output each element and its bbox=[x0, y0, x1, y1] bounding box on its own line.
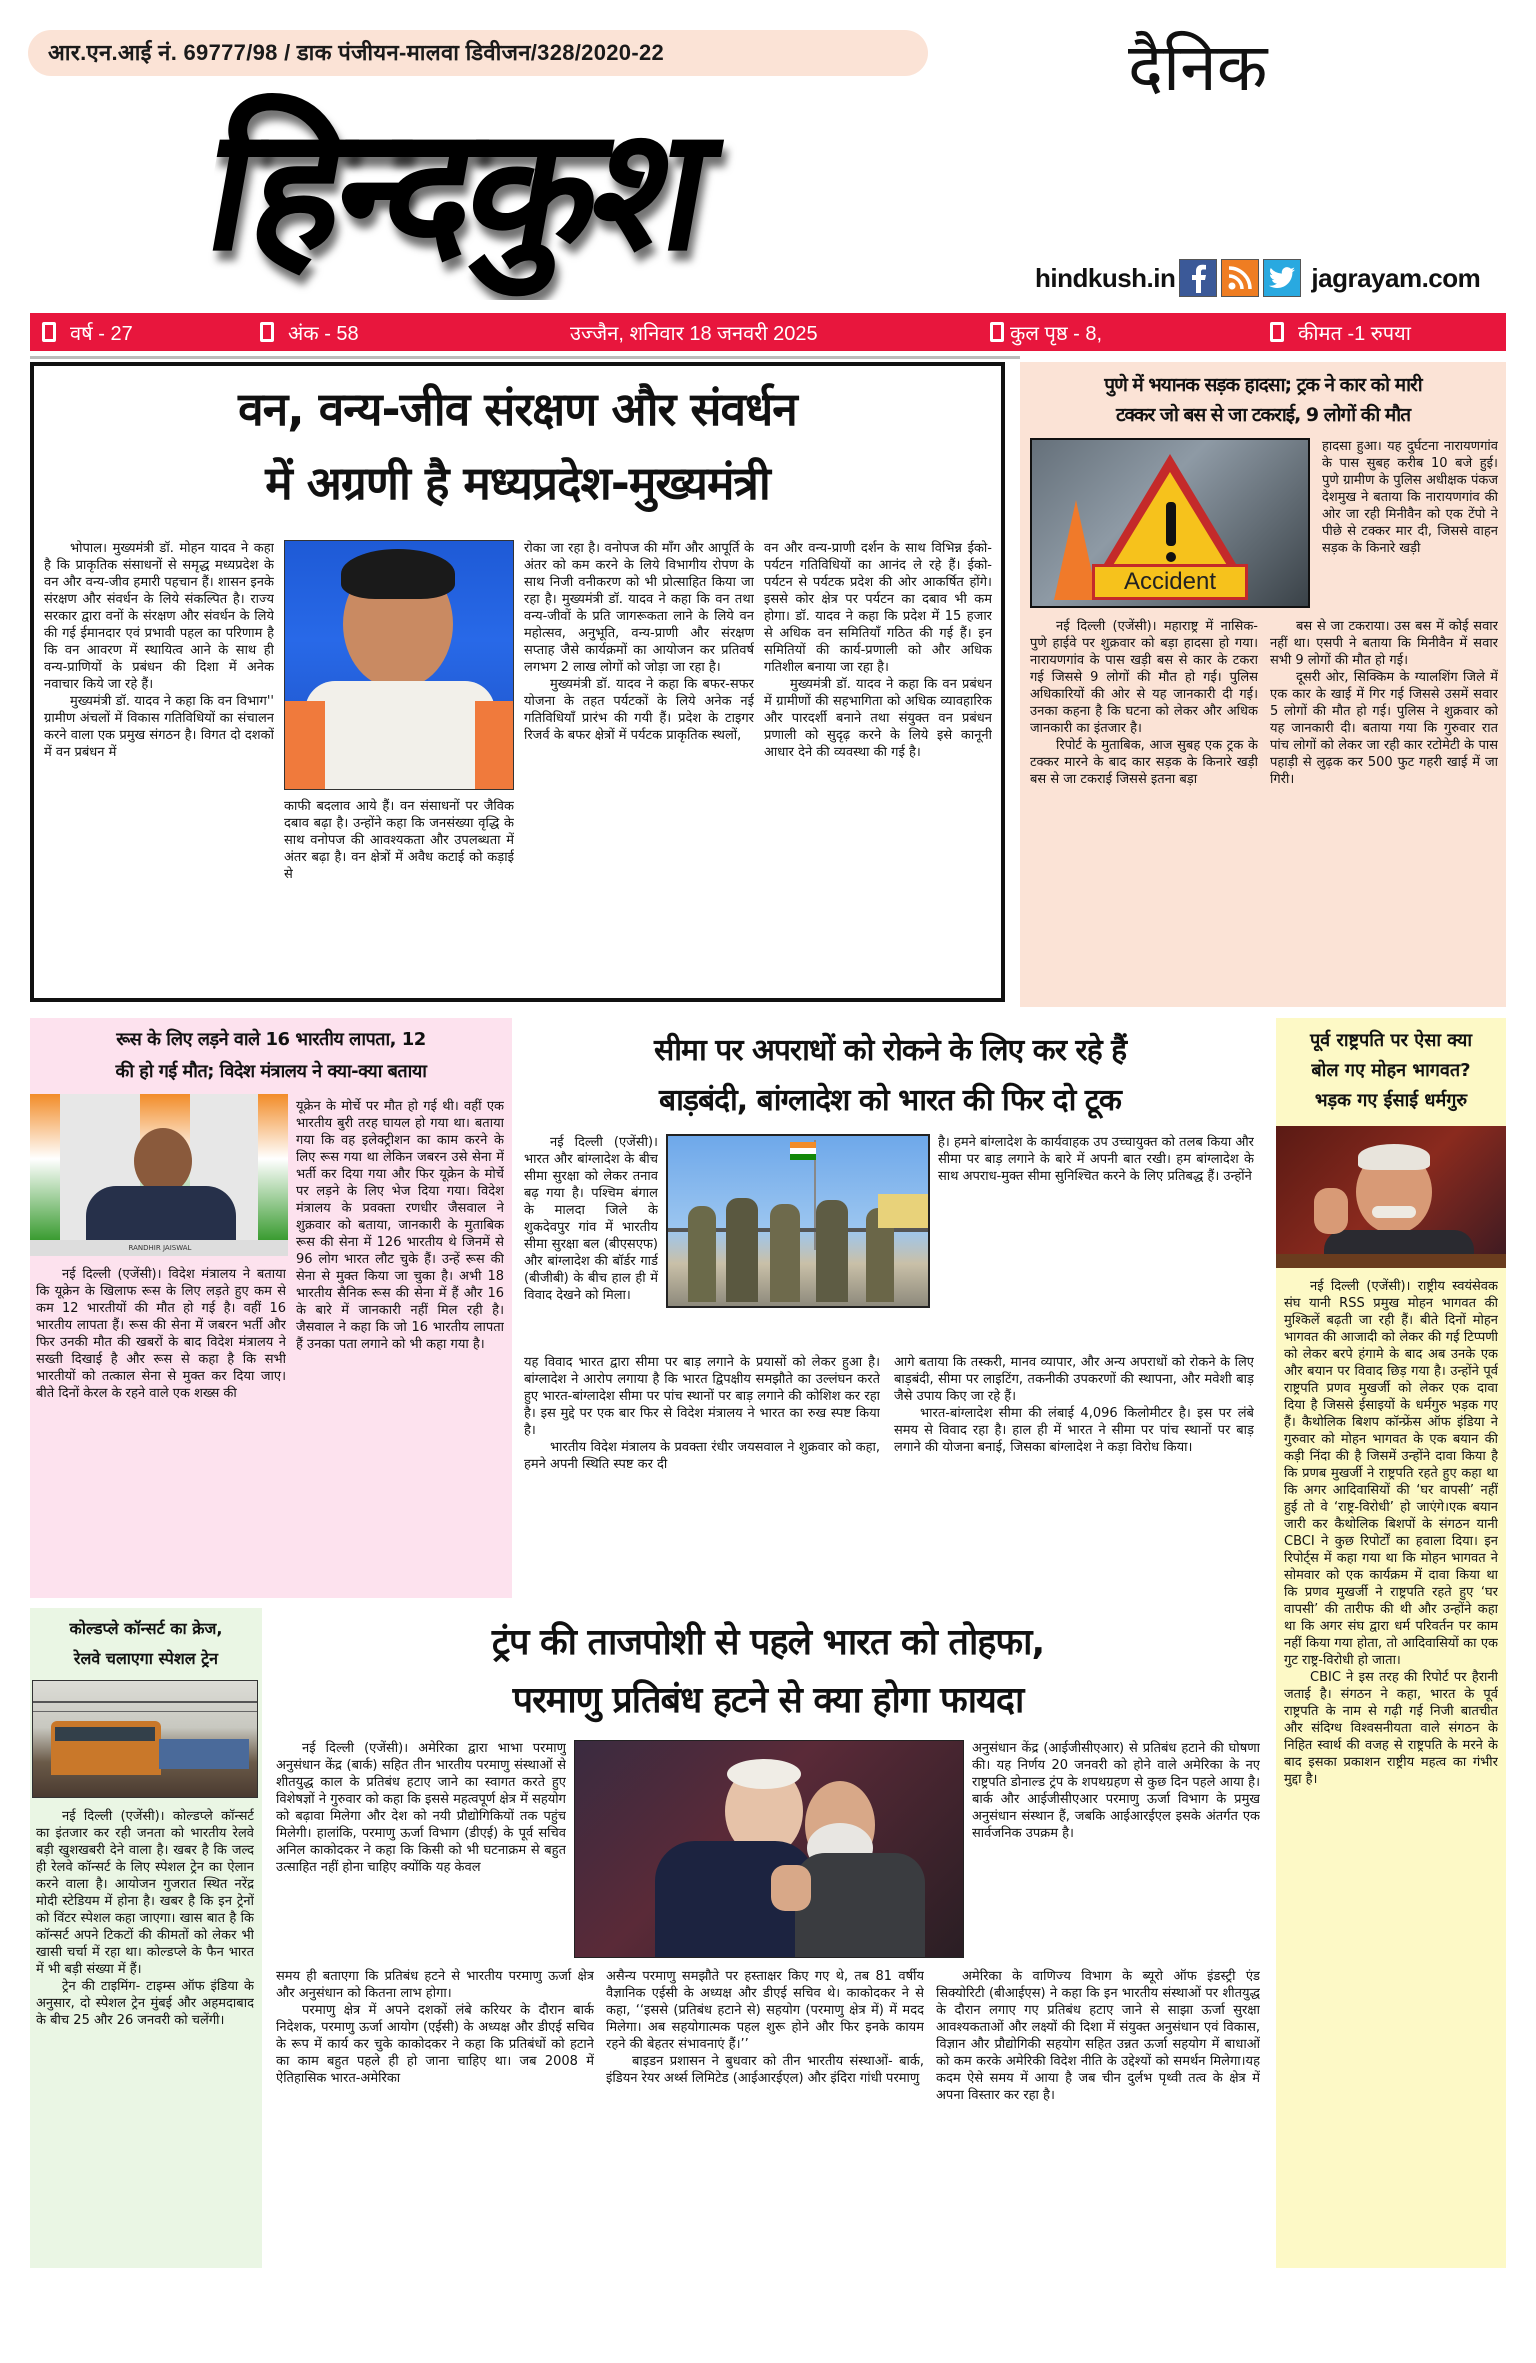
paragraph: CBIC ने इस तरह की रिपोर्ट पर हैरानी जताई है। संगठन ने कहा, भारत के पूर्व राष्ट्रपति के नाम से गढ़ी गई निजी बातचीत और संदिग्ध विश्वसनीयता वाले संगठन के निहित स्वार्थ की वजह से राष्ट्रपति के मरने के बाद इसका प्रकाशन राष्ट्रीय महत्व का गंभीर मुद्दा है। bbox=[1284, 1670, 1498, 1787]
headline-line: कोल्डप्ले कॉन्सर्ट का क्रेज, bbox=[69, 1619, 223, 1638]
issue-info-bar bbox=[30, 313, 1506, 351]
masthead-prefix: दैनिक bbox=[1128, 29, 1268, 106]
russia-column-right bbox=[296, 1098, 504, 1590]
web-links bbox=[1035, 258, 1480, 298]
border-column-right-top bbox=[938, 1134, 1254, 1344]
paragraph: नई दिल्ली (एजेंसी)। महाराष्ट्र में नासिक-पुणे हाईवे पर शुक्रवार को बड़ा हादसा हो गया। नारायणगांव के पास खड़ी बस से कार के टकरा गई जिससे 9 लोगों की मौत हो गई। पुलिस अधिकारियों की ओर से यह जानकारी दी गई। उनका कहना है कि घटना को लेकर और अधिक जानकारी का इंतजार है। bbox=[1030, 619, 1258, 736]
headline-line: सीमा पर अपराधों को रोकने के लिए कर रहे हैं bbox=[653, 1033, 1126, 1068]
trump-column-1-bottom bbox=[276, 1968, 594, 2260]
paragraph: है। हमने बांग्लादेश के कार्यवाहक उप उच्चायुक्त को तलब किया और सीमा पर बाड़ लगाने के बारे में अपनी बात रखी। हम बांग्लादेश के साथ अपराध-मुक्त सीमा सुनिश्चित करने के लिए प्रतिबद्ध हैं। उन्होंने bbox=[938, 1135, 1254, 1184]
twitter-icon[interactable] bbox=[1263, 259, 1301, 297]
paragraph: परमाणु क्षेत्र में अपने दशकों लंबे करियर के दौरान बार्क निदेशक, परमाणु ऊर्जा आयोग (एईसी) के अध्यक्ष और डीएई सचिव के रूप में कार्य कर चुके काकोदकर ने कहा कि प्रतिबंधों को हटाने का काम बहुत पहले ही हो जाना चाहिए था। जब 2008 में ऐतिहासिक भारत-अमेरिका bbox=[276, 2003, 594, 2086]
lead-column-1 bbox=[44, 540, 274, 992]
paragraph: बस से जा टकराया। उस बस में कोई सवार नहीं था। एसपी ने बताया कि मिनीवैन में सवार सभी 9 लोगों की मौत हो गई। bbox=[1270, 619, 1498, 668]
checkbox-icon bbox=[260, 322, 274, 342]
headline-line: में अग्रणी है मध्यप्रदेश-मुख्यमंत्री bbox=[265, 456, 770, 510]
bhagwat-story bbox=[1276, 1018, 1506, 2268]
coldplay-headline bbox=[30, 1614, 262, 1674]
rss-icon[interactable] bbox=[1221, 259, 1259, 297]
trump-column-3-top bbox=[972, 1740, 1260, 1958]
paragraph: अनुसंधान केंद्र (आईजीसीएआर) से प्रतिबंध हटाने की घोषणा की। यह निर्णय 20 जनवरी को होने वाले अमेरिका के नए राष्ट्रपति डोनाल्ड ट्रंप के शपथग्रहण से कुछ दिन पहले आया है। बार्क और आईजीसीएआर परमाणु ऊर्जा विभाग के प्रमुख अनुसंधान संस्थान हैं, जबकि आईआरईएल इसके अंतर्गत एक सार्वजनिक उपक्रम है। bbox=[972, 1741, 1260, 1841]
paragraph: मुख्यमंत्री डॉ. यादव ने कहा कि वन विभाग'' ग्रामीण अंचलों में विकास गतिविधियों का संचालन करने वाला एक प्रमुख संगठन है। विगत दो दशकों में वन प्रबंधन में bbox=[44, 694, 274, 760]
headline-line: बाड़बंदी, बांग्लादेश को भारत की फिर दो टूक bbox=[659, 1083, 1121, 1118]
dateline: उज्जैन, शनिवार 18 जनवरी 2025 bbox=[570, 322, 818, 345]
headline-line: भड़क गए ईसाई धर्मगुरु bbox=[1314, 1090, 1468, 1111]
pune-column-right bbox=[1270, 618, 1498, 998]
lead-column-4 bbox=[764, 540, 992, 992]
paragraph: रिपोर्ट के मुताबिक, आज सुबह एक ट्रक के टक्कर मारने के बाद कार सड़क के किनारे खड़ी बस से जा टकराई जिससे इतना बड़ा bbox=[1030, 738, 1258, 787]
headline-line: रेलवे चलाएगा स्पेशल ट्रेन bbox=[73, 1649, 219, 1668]
chief-minister-photo bbox=[284, 540, 514, 790]
border-column-right-bottom bbox=[894, 1354, 1254, 1590]
russia-missing-story bbox=[30, 1018, 512, 1598]
lead-column-3 bbox=[524, 540, 754, 992]
trump-headline bbox=[268, 1614, 1268, 1730]
coldplay-column bbox=[36, 1808, 254, 2260]
accident-sign-text: Accident bbox=[1092, 564, 1248, 600]
year-label: वर्ष - 27 bbox=[70, 322, 133, 345]
bhagwat-headline bbox=[1276, 1026, 1506, 1116]
paragraph: नई दिल्ली (एजेंसी)। राष्ट्रीय स्वयंसेवक संघ यानी RSS प्रमुख मोहन भागवत की मुश्किलें बढ़ती जा रही हैं। बीते दिनों मोहन भागवत की आजादी को लेकर की गई टिप्पणी को लेकर बरपे हंगामे के बाद अब उनके एक और बयान पर विवाद छिड़ गया है। उन्होंने पूर्व राष्ट्रपति प्रणव मुखर्जी को लेकर एक दावा दिया है जिससे ईसाइयों के धर्मगुरु भड़क गए हैं। कैथोलिक बिशप कॉन्फ्रेंस ऑफ इंडिया ने गुरुवार को मोहन भागवत के एक बयान की कड़ी निंदा की है जिसमें उन्होंने दावा किया है कि प्रणब मुखर्जी ने राष्ट्रपति रहते हुए कहा था कि अगर आदिवासियों की ‘घर वापसी’ नहीं हुई तो वे ‘राष्ट्र-विरोधी’ हो जाएंगे।एक बयान जारी कर कैथोलिक बिशपों के संगठन यानी CBCI ने कुछ रिपोर्टों का हवाला दिया। इन रिपोर्ट्स में कहा गया था कि मोहन भागवत ने सोमवार को एक कार्यक्रम में दावा किया था कि प्रणव मुखर्जी ने राष्ट्रपति रहते हुए ‘घर वापसी’ की तारीफ की थी और उन्होंने कहा था कि अगर संघ द्वारा धर्म परिवर्तन पर काम नहीं किया गया होता, तो आदिवासियों का एक गुट राष्ट्र-विरोधी हो जाता। bbox=[1284, 1279, 1498, 1668]
paragraph: असैन्य परमाणु समझौते पर हस्ताक्षर किए गए थे, तब 81 वर्षीय वैज्ञानिक एईसी के अध्यक्ष और डीएई सचिव थे। काकोदकर ने से कहा, ‘‘इससे (प्रतिबंध हटाने से) सहयोग (परमाणु क्षेत्र में) में मदद मिलेगा। अब सहयोगात्मक पहल शुरू होने और फिर इनके कायम रहने की बेहतर संभावनाएं हैं।’’ bbox=[606, 1969, 924, 2052]
checkbox-icon bbox=[990, 322, 1004, 342]
registration-banner: आर.एन.आई नं. 69777/98 / डाक पंजीयन-मालवा डिवीजन/328/2020-22 bbox=[28, 30, 928, 76]
issue-label: अंक - 58 bbox=[288, 322, 359, 345]
divider bbox=[30, 356, 1020, 359]
paragraph: बाइडन प्रशासन ने बुधवार को तीन भारतीय संस्थाओं- बार्क, इंडियन रेयर अर्थ्स लिमिटेड (आईआरईएल) और इंदिरा गांधी परमाणु bbox=[606, 2054, 924, 2086]
headline-line: बोल गए मोहन भागवत? bbox=[1311, 1060, 1471, 1081]
page-count: कुल पृष्ठ - 8, bbox=[1010, 322, 1103, 345]
paragraph: वन और वन्य-प्राणी दर्शन के साथ विभिन्न ईको-पर्यटन गतिविधियों का आनंद ले रहे हैं। ईको-पर्यटन से पर्यटक प्रदेश की ओर आकर्षित होंगे। इससे कोर क्षेत्र पर पर्यटन का दबाव भी कम होगा। डॉ. यादव ने कहा कि प्रदेश में 15 हजार से अधिक वन समितियाँ गठित की गई हैं। इन समितियों की कार्य-प्रणाली को और अधिक गतिशील बनाया जा रहा है। bbox=[764, 541, 992, 675]
russia-column-left bbox=[36, 1266, 286, 1590]
paragraph: भोपाल। मुख्यमंत्री डॉ. मोहन यादव ने कहा है कि प्राकृतिक संसाधनों से समृद्ध मध्यप्रदेश के वन और वन्य-जीव हमारी पहचान हैं। शासन इनके संरक्षण और संवर्धन के लिये संकल्पित है। राज्य सरकार द्वारा वनों के संरक्षण और संवर्धन के लिये की गई ईमानदार एवं प्रभावी पहल का परिणाम है कि वन आवरण में स्थायित्व आने के साथ ही वन्य-प्राणियों के प्रबंधन की दिशा में अनेक नवाचार किये जा रहे हैं। bbox=[44, 541, 274, 692]
paragraph: मुख्यमंत्री डॉ. यादव ने कहा कि बफर-सफर योजना के तहत पर्यटकों के लिये अनेक नई गतिविधियाँ प्रारंभ की गयी हैं। प्रदेश के टाइगर रिजर्व के बफर क्षेत्रों में पर्यटक प्राकृतिक स्थलों, bbox=[524, 677, 754, 743]
lead-headline bbox=[34, 372, 1001, 520]
paragraph: दूसरी ओर, सिक्किम के ग्यालशिंग जिले में एक कार के खाई में गिर गई जिससे उसमें सवार 5 लोगों की मौत हो गई। पुलिस ने शुक्रवार को यह जानकारी दी। बताया गया कि गुरुवार रात पांच लोगों को लेकर जा रही कार रटोमेटी के पास पहाड़ी से लुढ़क कर 500 फुट गहरी खाई में जा गिरी। bbox=[1270, 670, 1498, 787]
headline-line: ट्रंप की ताजपोशी से पहले भारत को तोहफा, bbox=[491, 1622, 1045, 1663]
russia-headline bbox=[30, 1024, 512, 1088]
border-column-left-top bbox=[524, 1134, 658, 1344]
paragraph: यूक्रेन के मोर्चे पर मौत हो गई थी। वहीं एक भारतीय बुरी तरह घायल हो गया था। बताया गया कि वह इलेक्ट्रीशन का काम करने के लिए रूस गया था लेकिन जबरन उसे सेना में भर्ती कर दिया गया और फिर यूक्रेन के मोर्चे पर लड़ने के लिए भेज दिया गया। विदेश मंत्रालय के प्रवक्ता रणधीर जैसवाल ने शुक्रवार को बताया, जानकारी के मुताबिक रूस की सेना में 126 भारतीय थे जिनमें से 96 लोग भारत लौट चुके हैं। उन्हें रूस की सेना से मुक्त किया जा चुका है। अभी 18 भारतीय सैनिक रूस की सेना में हैं और 16 के बारे में जानकारी नहीं मिल रही है। जैसवाल ने कहा कि जो 16 भारतीय लापता हैं उनका पता लगाने को भी कहा गया है। bbox=[296, 1099, 504, 1352]
paragraph: नई दिल्ली (एजेंसी)। विदेश मंत्रालय ने बताया कि यूक्रेन के खिलाफ रूस के लिए लड़ते हुए कम से कम 12 भारतीयों की मौत हो गई है। वहीं 16 भारतीय लापता हैं। रूस की सेना में जबरन भर्ती और फिर उनकी मौत की खबरों के बाद विदेश मंत्रालय ने सख्ती दिखाई है और रूस से कहा है कि सभी भारतीयों को तत्काल सेना से मुक्त कर दिया जाए। बीते दिनों केरल के रहने वाले एक शख्स की bbox=[36, 1267, 286, 1401]
trump-column-1-top bbox=[276, 1740, 566, 1958]
coldplay-train-story bbox=[30, 1608, 262, 2268]
pune-headline bbox=[1020, 370, 1506, 430]
website-link-jagrayam[interactable]: jagrayam.com bbox=[1311, 262, 1481, 293]
paragraph: नई दिल्ली (एजेंसी)। भारत और बांग्लादेश के बीच सीमा सुरक्षा को लेकर तनाव बढ़ गया है। पश्चिम बंगाल के मालदा जिले के शुकदेवपुर गांव में भारतीय सीमा सुरक्षा बल (बीएसएफ) और बांग्लादेश की बॉर्डर गार्ड (बीजीबी) के बीच हाल ही में विवाद देखने को मिला। bbox=[524, 1135, 658, 1303]
nuclear-sanctions-story bbox=[268, 1608, 1268, 2268]
headline-line: टक्कर जो बस से जा टकराई, 9 लोगों की मौत bbox=[1115, 404, 1411, 426]
paragraph: नई दिल्ली (एजेंसी)। अमेरिका द्वारा भाभा परमाणु अनुसंधान केंद्र (बार्क) सहित तीन भारतीय परमाणु संस्थाओं से शीतयुद्ध काल के प्रतिबंध हटाए जाने का स्वागत करते हुए विशेषज्ञों ने गुरुवार को कहा कि इससे महत्वपूर्ण क्षेत्र में सहयोग को बढ़ावा मिलेगा और देश को नयी प्रौद्योगिकियों तक पहुंच मिलेगी। हालांकि, परमाणु ऊर्जा विभाग (डीएई) के पूर्व सचिव अनिल काकोदकर ने कहा कि किसी को भी घटनाक्रम से बहुत उत्साहित नहीं होना चाहिए क्योंकि यह केवल bbox=[276, 1741, 566, 1875]
pune-column-right-top bbox=[1322, 438, 1498, 608]
nameplate: RANDHIR JAISWAL bbox=[128, 1244, 192, 1252]
paragraph: हादसा हुआ। यह दुर्घटना नारायणगांव के पास सुबह करीब 10 बजे हुई। पुणे ग्रामीण के पुलिस अधीक्षक पंकज देशमुख ने बताया कि नारायणगांव की ओर जा रही मिनीवैन को एक टेंपो ने पीछे से टक्कर मार दी, जिससे वाहन सड़क के किनारे खड़ी bbox=[1322, 439, 1498, 556]
mohan-bhagwat-photo bbox=[1276, 1126, 1506, 1268]
website-link-hindkush[interactable]: hindkush.in bbox=[1035, 262, 1176, 293]
headline-line: वन, वन्य-जीव संरक्षण और संवर्धन bbox=[238, 382, 797, 436]
lead-column-2 bbox=[284, 798, 514, 992]
checkbox-icon bbox=[1270, 322, 1284, 342]
bsf-soldiers-photo bbox=[666, 1134, 930, 1308]
trump-column-2 bbox=[606, 1968, 924, 2260]
pune-accident-story bbox=[1020, 362, 1506, 1007]
paragraph: ट्रेन की टाइमिंग- टाइम्स ऑफ इंडिया के अनुसार, दो स्पेशल ट्रेन मुंबई और अहमदाबाद के बीच 25 और 26 जनवरी को चलेंगी। bbox=[36, 1979, 254, 2028]
paragraph: मुख्यमंत्री डॉ. यादव ने कहा कि वन प्रबंधन में ग्रामीणों की सहभागिता को अधिक व्यावहारिक और पारदर्शी बनाने तथा संयुक्त वन प्रबंधन प्रणाली को सुदृढ़ करने के लिये इसे कानूनी आधार देने की व्यवस्था की गई है। bbox=[764, 677, 992, 760]
paragraph: यह विवाद भारत द्वारा सीमा पर बाड़ लगाने के प्रयासों को लेकर हुआ है। बांग्लादेश ने आरोप लगाया है कि भारत द्विपक्षीय समझौते का उल्लंघन करते हुए भारत-बांग्लादेश सीमा पर पांच स्थानों पर बाड़ लगाने की कोशिश कर रहा है। इस मुद्दे पर एक बार फिर से विदेश मंत्रालय ने भारत का रुख स्पष्ट किया है। bbox=[524, 1355, 880, 1438]
headline-line: की हो गई मौत; विदेश मंत्रालय ने क्या-क्या बताया bbox=[115, 1061, 427, 1082]
headline-line: परमाणु प्रतिबंध हटने से क्या होगा फायदा bbox=[512, 1680, 1024, 1721]
headline-line: पूर्व राष्ट्रपति पर ऐसा क्या bbox=[1309, 1030, 1473, 1051]
accident-sign-photo bbox=[1030, 438, 1310, 608]
headline-line: रूस के लिए लड़ने वाले 16 भारतीय लापता, 12 bbox=[116, 1029, 426, 1050]
price-label: कीमत -1 रुपया bbox=[1298, 322, 1411, 345]
paragraph: अमेरिका के वाणिज्य विभाग के ब्यूरो ऑफ इंडस्ट्री एंड सिक्योरिटी (बीआईएस) ने कहा कि इन भारतीय संस्थाओं पर शीतयुद्ध के दौरान लगाए गए प्रतिबंध हटाए जाने से साझा ऊर्जा सुरक्षा आवश्यकताओं और लक्ष्यों की दिशा में संयुक्त अनुसंधान एवं विकास, विज्ञान और प्रौद्योगिकी सहयोग सहित उन्नत ऊर्जा सहयोग में बाधाओं को कम करके अमेरिकी विदेश नीति के उद्देश्यों को समर्थन मिलेगा।यह कदम ऐसे समय में आया है जब चीन दुर्लभ पृथ्वी तत्व के क्षेत्र में अपना विस्तार कर रहा है। bbox=[936, 1969, 1260, 2103]
paragraph: काफी बदलाव आये हैं। वन संसाधनों पर जैविक दबाव बढ़ा है। उन्होंने कहा कि जनसंख्या वृद्धि के साथ वनोपज की आवश्यकता और उपलब्धता में अंतर बढ़ा है। वन क्षेत्रों में अवैध कटाई को कड़ाई से bbox=[284, 799, 514, 882]
trump-column-3-bottom bbox=[936, 1968, 1260, 2260]
border-fencing-story bbox=[520, 1018, 1260, 1598]
paragraph: नई दिल्ली (एजेंसी)। कोल्डप्ले कॉन्सर्ट का इंतजार कर रही जनता को भारतीय रेलवे बड़ी खुशखबरी देने वाला है। खबर है कि जल्द ही रेलवे कॉन्सर्ट के लिए स्पेशल ट्रेन का ऐलान करने वाला है। आयोजन गुजरात स्थित नरेंद्र मोदी स्टेडियम में होना है। खबर है कि इन ट्रेनों को विंटर स्पेशल कहा जाएगा। खास बात है कि कॉन्सर्ट अपने टिकटों की कीमतों को लेकर भी खासी चर्चा में रहा था। कोल्डप्ले के फैन भारत में भी बड़ी संख्या में हैं। bbox=[36, 1809, 254, 1977]
facebook-icon[interactable] bbox=[1179, 259, 1217, 297]
checkbox-icon bbox=[42, 322, 56, 342]
headline-line: पुणे में भयानक सड़क हादसा; ट्रक ने कार को मारी bbox=[1104, 374, 1422, 396]
paragraph: समय ही बताएगा कि प्रतिबंध हटने से भारतीय परमाणु ऊर्जा क्षेत्र और अनुसंधान को कितना लाभ होगा। bbox=[276, 1969, 594, 2001]
masthead-logo: हिन्दकुश bbox=[193, 91, 722, 289]
paragraph: भारतीय विदेश मंत्रालय के प्रवक्ता रंधीर जयसवाल ने शुक्रवार को कहा, हमने अपनी स्थिति स्पष्ट कर दी bbox=[524, 1440, 880, 1472]
lead-story bbox=[30, 362, 1005, 1002]
bhagwat-column bbox=[1284, 1278, 1498, 2258]
biden-modi-photo bbox=[574, 1740, 964, 1958]
pune-column-left bbox=[1030, 618, 1258, 998]
spokesperson-photo bbox=[30, 1094, 288, 1256]
paragraph: आगे बताया कि तस्करी, मानव व्यापार, और अन्य अपराधों को रोकने के लिए बाड़बंदी, सीमा पर लाइटिंग, तकनीकी उपकरणों की स्थापना, और मवेशी बाड़ जैसे उपाय किए जा रहे हैं। bbox=[894, 1355, 1254, 1404]
border-column-left-bottom bbox=[524, 1354, 880, 1590]
train-photo bbox=[32, 1680, 258, 1798]
paragraph: भारत-बांग्लादेश सीमा की लंबाई 4,096 किलोमीटर है। इस पर लंबे समय से विवाद रहा है। हाल ही में भारत ने सीमा पर पांच स्थानों पर बाड़ लगाने की योजना बनाई, जिसका बांग्लादेश ने कड़ा विरोध किया। bbox=[894, 1406, 1254, 1455]
paragraph: रोका जा रहा है। वनोपज की माँग और आपूर्ति के अंतर को कम करने के लिये विभागीय रोपण के साथ निजी वनीकरण को भी प्रोत्साहित किया जा रहा है। मुख्यमंत्री डॉ. यादव ने कहा कि वन तथा वन्य-जीवों के प्रति जागरूकता लाने के लिये वन महोत्सव, अनुभूति, वन्य-प्राणी और संरक्षण सप्ताह जैसे कार्यक्रमों का आयोजन कर प्रतिवर्ष लगभग 2 लाख लोगों को जोड़ा जा रहा है। bbox=[524, 541, 754, 675]
border-headline bbox=[520, 1026, 1260, 1126]
